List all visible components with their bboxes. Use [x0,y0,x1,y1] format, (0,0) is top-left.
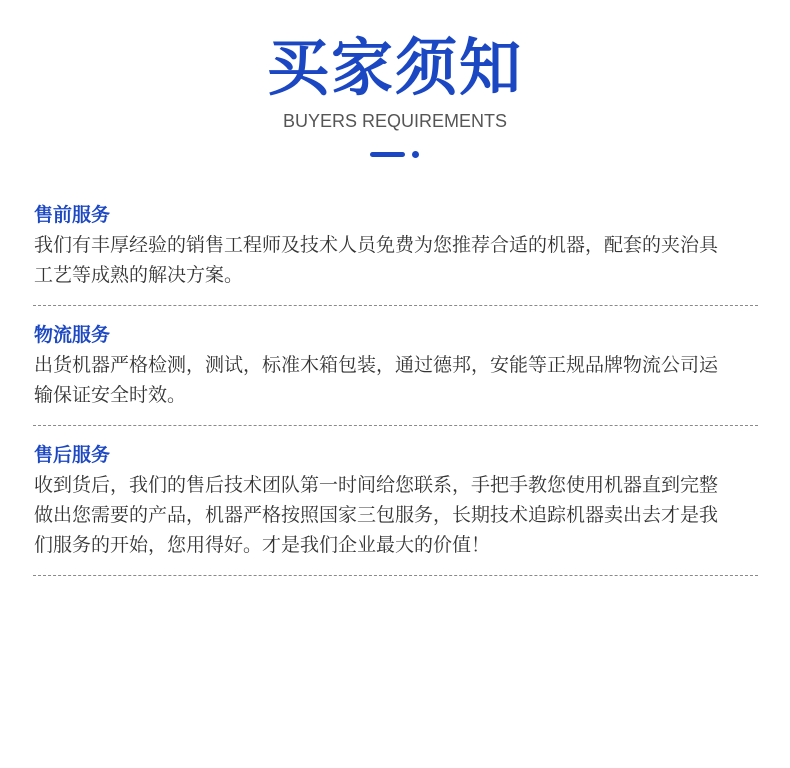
section-aftersale [34,440,758,560]
title-underline-bar [370,152,405,157]
page-header [0,0,790,170]
section-line: 收到货后，我们的售后技术团队第一时间给您联系，手把手教您使用机器直到完整 [34,474,719,496]
section-body-presale [34,230,758,290]
section-body-aftersale [34,470,758,560]
section-title-aftersale: 售后服务 [34,444,111,466]
section-divider [33,305,758,306]
section-line: 我们有丰厚经验的销售工程师及技术人员免费为您推荐合适的机器，配套的夹治具 [34,234,719,256]
section-divider [33,575,758,576]
section-divider [33,425,758,426]
section-title-logistics: 物流服务 [34,324,111,346]
section-line: 出货机器严格检测，测试，标准木箱包装，通过德邦，安能等正规品牌物流公司运 [34,354,719,376]
section-line: 做出您需要的产品，机器严格按照国家三包服务，长期技术追踪机器卖出去才是我 [34,504,719,526]
page-title: 买家须知 [266,31,523,104]
section-logistics [34,320,758,410]
section-line: 工艺等成熟的解决方案。 [34,264,244,286]
section-line: 输保证安全时效。 [34,384,187,406]
section-line: 们服务的开始，您用得好。才是我们企业最大的价值！ [34,534,491,556]
page-subtitle: BUYERS REQUIREMENTS [282,111,508,131]
section-title-presale: 售前服务 [34,204,111,226]
section-body-logistics [34,350,758,410]
title-underline-dot [412,151,419,158]
section-presale [34,200,758,290]
